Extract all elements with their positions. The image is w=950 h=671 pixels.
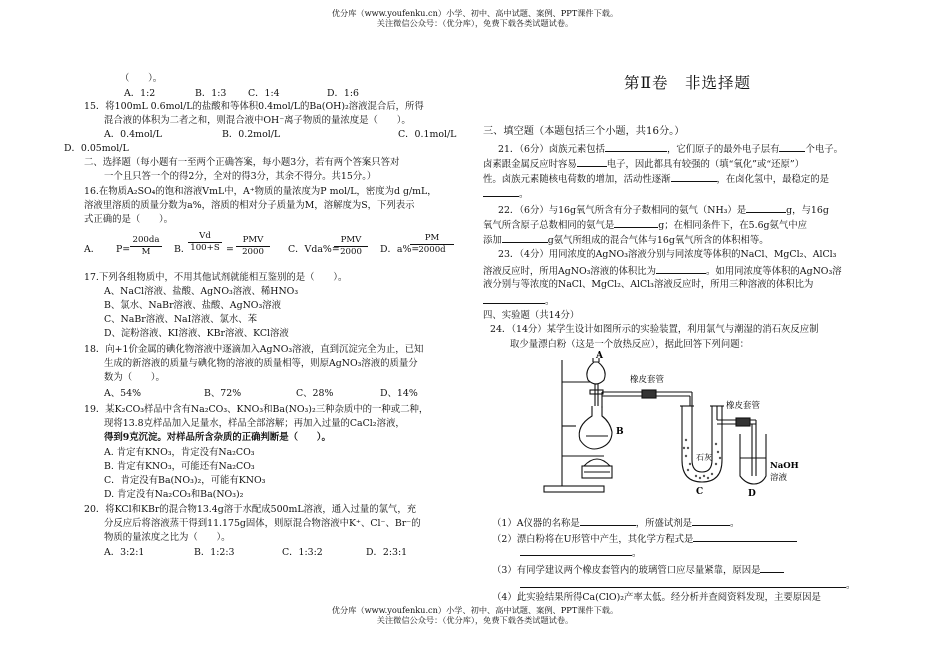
q24-blank-5[interactable]	[760, 563, 784, 573]
q15-option-c: C．0.1mol/L	[398, 129, 457, 140]
q16-c-label: C．Vda%=	[288, 244, 340, 255]
q23-part-2a: 溶液反应时，所用AgNO₃溶液的体积比为	[483, 266, 657, 277]
q23-line-4	[483, 294, 554, 307]
q21-end: 。	[519, 189, 529, 200]
q16-line-2: 溶液里溶质的质量分数为a%，溶质的相对分子质量为M，溶解度为S，下列表示	[84, 200, 415, 211]
q21-line-3	[483, 172, 829, 185]
q21-part-2b: 电子，因此都具有较强的（填“氧化”或“还原”）	[606, 159, 805, 170]
q24-sub-1a: （1）A仪器的名称是	[492, 518, 580, 529]
q20-option-b: B．1:2:3	[194, 547, 235, 558]
q20-option-a: A．3:2:1	[104, 547, 145, 558]
q24-sub-3	[492, 563, 784, 576]
q20-line-1: 20．将KCl和KBr的混合物13.4g溶于水配成500mL溶液，通入过量的氯气，充	[84, 504, 417, 515]
q16-d-label: D．a%=	[380, 244, 420, 255]
footer-line-2: 关注微信公众号：（优分库），免费下载各类试题试卷。	[376, 615, 574, 626]
q18-line-2: 生成的新溶液的质量与碘化物的溶液的质量相等，则原AgNO₃溶液的质量分	[104, 358, 418, 369]
q22-blank-1[interactable]	[746, 203, 786, 213]
label-a: A	[596, 351, 603, 361]
q21-line-4	[483, 187, 528, 200]
q22-line-3	[483, 233, 769, 246]
section-3-heading: 三、填空题（本题包括三个小题，共16分。）	[483, 126, 685, 137]
q24-sub-2b: 。	[632, 548, 642, 559]
q24-blank-6[interactable]	[520, 578, 846, 588]
q22-line-1	[498, 203, 829, 216]
label-b: B	[616, 427, 624, 437]
q20-line-3: 物质的量浓度之比为（ ）。	[104, 532, 231, 543]
q19-option-c: C．肯定没有Ba(NO₃)₂，可能有KNO₃	[104, 475, 266, 486]
q19-option-d: D. 肯定没有Na₂CO₃和Ba(NO₃)₂	[104, 489, 244, 500]
q19-line-3: 得到9克沉淀。对样品所含杂质的正确判断是（ ）。	[104, 432, 331, 443]
q21-line-2	[483, 157, 804, 170]
q24-sub-1b: ，所盛试剂是	[635, 518, 693, 529]
q22-part-a: 22．（6分）与16g氧气所含有分子数相同的氨气（NH₃）是	[498, 205, 747, 216]
q17-option-d: D、淀粉溶液、KI溶液、KBr溶液、KCl溶液	[104, 328, 289, 339]
q20-option-c: C．1:3:2	[282, 547, 323, 558]
label-lime: 石灰	[696, 453, 712, 462]
q24-blank-4[interactable]	[520, 546, 632, 556]
q16-b-equals: =	[226, 244, 234, 255]
q16-line-1: 16.在物质A₂SO₄的饱和溶液VmL中，A⁺物质的量浓度为P mol/L，密度为d g/mL，	[84, 186, 437, 197]
q21-part-c: 个电子。	[805, 144, 843, 155]
q23-line-1: 23．（4分）用同浓度的AgNO₃溶液分别与同浓度等体积的NaCl、MgCl₂、AlCl₃	[498, 249, 837, 260]
q24-sub-3a: （3）有同学建议两个橡皮套管内的玻璃管口应尽量紧靠，原因是	[492, 565, 761, 576]
q21-blank-3[interactable]	[577, 157, 607, 167]
q22-blank-3[interactable]	[502, 233, 548, 243]
q21-blank-5[interactable]	[483, 187, 519, 197]
q21-line-1	[498, 142, 843, 155]
q23-blank-1[interactable]	[656, 264, 706, 274]
label-naoh: NaOH	[770, 461, 799, 471]
q16-b-numerator-2: PMV	[242, 235, 264, 245]
q16-b-denominator-2: 2000	[236, 246, 270, 257]
q23-line-3: 液分别与等浓度的NaCl、MgCl₂、AlCl₃溶液反应时，所用三种溶液的体积比为	[483, 279, 814, 290]
q14-option-c: C．1:4	[248, 88, 280, 99]
q24-line-1: 24．（14分）某学生设计如图所示的实验装置，利用氯气与潮湿的消石灰反应制	[490, 324, 819, 335]
apparatus-diagram	[540, 348, 800, 500]
q21-part-3a: 性。卤族元素随核电荷数的增加，活动性逐渐	[483, 174, 671, 185]
q23-part-2b: 。如用同浓度等体积的AgNO₃溶	[706, 266, 842, 277]
q23-end: 。	[545, 296, 555, 307]
q16-b-numerator-1: Vd	[199, 231, 211, 241]
q14-option-a: A．1:2	[124, 88, 156, 99]
q18-line-1: 18．向+1价金属的碘化物溶液中逐滴加入AgNO₃溶液，直到沉淀完全为止，已知	[84, 344, 424, 355]
q16-d-denominator: 2000d	[410, 244, 454, 255]
q21-blank-4[interactable]	[671, 172, 717, 182]
q22-line-2	[483, 218, 807, 231]
q22-blank-2[interactable]	[614, 218, 658, 228]
stand-base	[544, 486, 604, 492]
q16-d-numerator: PM	[424, 233, 440, 243]
q19-line-2: 现将13.8克样品加入足量水，样品全部溶解；再加入过量的CaCl₂溶液，	[104, 418, 405, 429]
q24-sub-4: （4）此实验结果所得Ca(ClO)₂产率太低。经分析并查阅资料发现，主要原因是	[492, 592, 821, 603]
label-rubber-tube-2: 橡皮套管	[726, 401, 761, 411]
section-2-line-2: 一个且只答一个的得2分，全对的得3分，其余不得分。共15分。）	[104, 171, 377, 182]
q15-option-d: D．0.05mol/L	[64, 143, 129, 154]
q24-blank-1[interactable]	[580, 516, 636, 526]
q18-line-3: 数为（ ）。	[104, 372, 165, 383]
q20-option-d: D．2:3:1	[366, 547, 408, 558]
q24-sub-2	[492, 532, 797, 545]
label-c: C	[696, 487, 704, 497]
label-solution: 溶液	[770, 473, 788, 483]
q17-option-b: B、氯水、NaBr溶液、盐酸、AgNO₃溶液	[104, 300, 281, 311]
q18-option-a: A、54%	[104, 388, 141, 399]
q20-line-2: 分反应后将溶液蒸干得到11.175g固体，则原混合物溶液中K⁺、Cl⁻、Br⁻的	[104, 518, 421, 529]
q16-b-label: B．	[174, 244, 191, 255]
q24-blank-3[interactable]	[693, 532, 797, 542]
q16-c-denominator: 2000	[334, 246, 368, 257]
q21-part-2a: 卤素跟金属反应时容易	[483, 159, 577, 170]
section-4-heading: 四、实验题（共14分）	[483, 310, 580, 321]
q17-option-a: A、NaCl溶液、盐酸、AgNO₃溶液、稀HNO₃	[104, 286, 299, 297]
q16-line-3: 式正确的是（ ）。	[84, 214, 174, 225]
q16-b-denominator-1: 100+S	[188, 242, 222, 253]
q19-option-b: B. 肯定有KNO₃，可能还有Na₂CO₃	[104, 461, 255, 472]
q22-part-2b: g；在相同条件下，在5.6g氨气中应	[658, 220, 808, 231]
q23-blank-2[interactable]	[483, 294, 545, 304]
q22-part-3a: 添加	[483, 235, 502, 246]
test-tube-d	[740, 434, 766, 484]
part-2-title: 第Ⅱ卷 非选择题	[624, 74, 752, 92]
q18-option-d: D、14%	[380, 388, 418, 399]
header-line-1: 优分库（www.youfenku.cn）小学、初中、高中试题、案例、PPT课件下载。	[331, 8, 619, 18]
q21-part-b: ，它们原子的最外电子层有	[666, 144, 780, 155]
label-rubber-tube-1: 橡皮套管	[630, 375, 665, 385]
q16-a-denominator: M	[130, 246, 162, 257]
page-footer	[0, 605, 950, 626]
section-2-line-1: 二、选择题（每小题有一至两个正确答案，每小题3分，若有两个答案只答对	[84, 157, 400, 168]
q22-part-b: g，与16g	[786, 205, 829, 216]
round-flask-b	[579, 406, 612, 449]
q21-blank-2[interactable]	[779, 142, 805, 152]
rubber-joint-2	[736, 418, 750, 426]
q19-line-1: 19．某K₂CO₃样品中含有Na₂CO₃、KNO₃和Ba(NO₃)₂三种杂质中的一种或二种，	[84, 404, 429, 415]
q14-tail: （ ）。	[120, 73, 163, 84]
q24-sub-1	[492, 516, 739, 529]
burner-flame	[584, 459, 610, 466]
q24-sub-2-cont	[520, 546, 641, 559]
q22-part-3b: g氨气所组成的混合气体与16g氧气所含的体积相等。	[547, 235, 769, 246]
q16-a-numerator: 200da	[132, 235, 160, 245]
q16-a-lhs: P=	[116, 244, 131, 255]
q17-line-1: 17.下列各组物质中，不用其他试剂就能相互鉴别的是（ ）。	[84, 272, 348, 283]
q21-part-3b: ，在卤化氢中，最稳定的是	[716, 174, 830, 185]
q18-option-c: C、28%	[296, 388, 334, 399]
q15-line-1: 15．将100mL 0.6mol/L的盐酸和等体积0.4mol/L的Ba(OH)₂溶液混合后，所得	[84, 101, 424, 112]
q21-blank-1[interactable]	[605, 142, 667, 152]
q21-part-a: 21．（6分）卤族元素包括	[498, 144, 605, 155]
header-line-2: 关注微信公众号：（优分库），免费下载各类试题试卷。	[376, 18, 574, 29]
q24-line-2: 取少量漂白粉（这是一个放热反应），据此回答下列问题：	[510, 339, 750, 350]
q23-line-2	[483, 264, 842, 277]
q15-option-b: B．0.2mol/L	[222, 129, 281, 140]
q15-line-2: 混合液的体积为二者之和，则混合液中OH⁻离子物质的量浓度是（ ）。	[104, 115, 411, 126]
q24-blank-2[interactable]	[692, 516, 730, 526]
q16-c-numerator: PMV	[340, 235, 362, 245]
q18-option-b: B、72%	[204, 388, 242, 399]
separatory-funnel-a	[587, 362, 605, 384]
q16-a-label: A．	[84, 244, 101, 255]
q14-option-d: D．1:6	[327, 88, 359, 99]
q17-option-c: C、NaBr溶液、NaI溶液、氯水、苯	[104, 314, 257, 325]
q14-option-b: B．1:3	[195, 88, 227, 99]
q24-sub-2a: （2）漂白粉将在U形管中产生，其化学方程式是	[492, 534, 694, 545]
q19-option-a: A. 肯定有KNO₃，肯定没有Na₂CO₃	[104, 447, 255, 458]
q24-sub-3b: 。	[846, 580, 856, 591]
q24-sub-3-cont	[520, 578, 855, 591]
label-d: D	[748, 489, 756, 499]
rubber-joint-1	[642, 390, 656, 398]
footer-line-1: 优分库（www.youfenku.cn）小学、初中、高中试题、案例、PPT课件下载。	[331, 605, 619, 615]
q24-sub-1c: 。	[730, 518, 740, 529]
q22-part-2a: 氧气所含原子总数相同的氨气是	[483, 220, 615, 231]
q15-option-a: A．0.4mol/L	[104, 129, 162, 140]
